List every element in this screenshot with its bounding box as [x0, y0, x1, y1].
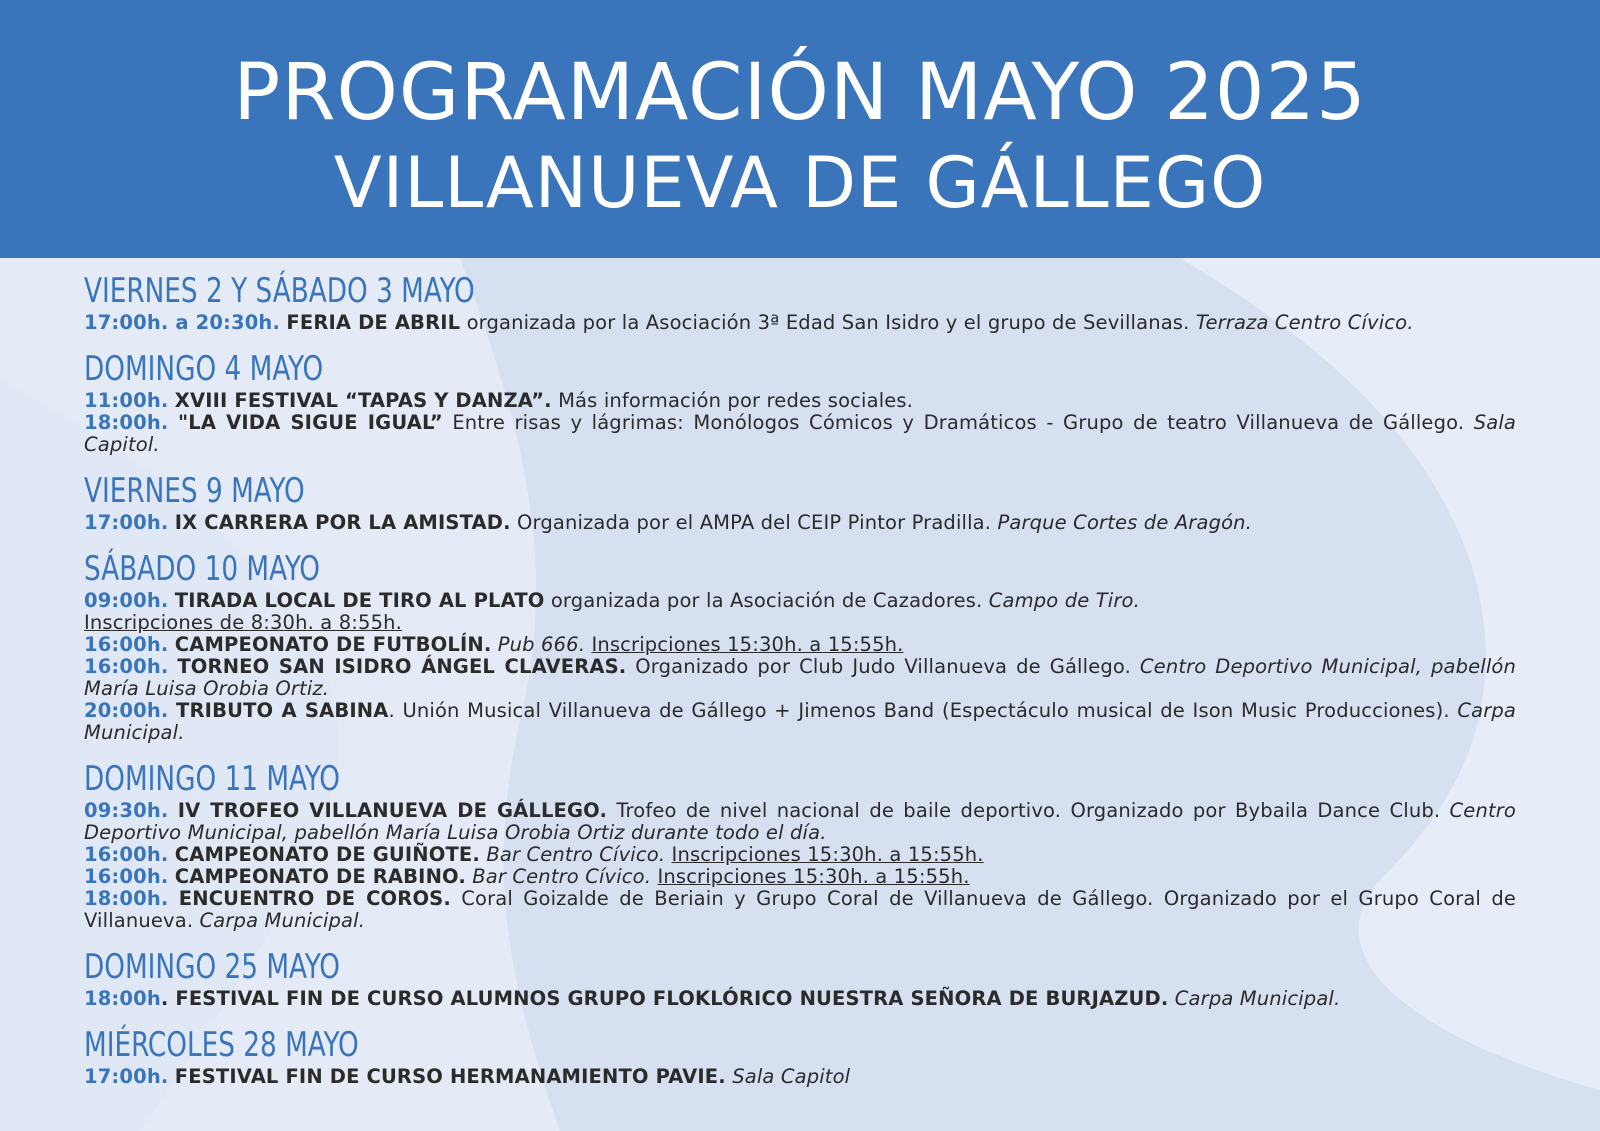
event-description: organizada por la Asociación 3ª Edad San Isidro y el grupo de Sevillanas. [460, 311, 1196, 334]
event-name: CAMPEONATO DE RABINO. [174, 865, 466, 888]
event-description: . Unión Musical Villanueva de Gállego + Jimenos Band (Espectáculo musical de Ison Music Producciones). [388, 699, 1458, 722]
event-location: Bar Centro Cívico. [486, 843, 666, 866]
event-time: 09:30h. [84, 799, 169, 822]
event-location: Campo de Tiro. [988, 589, 1140, 612]
event-name: "LA VIDA SIGUE IGUAL” [177, 411, 443, 434]
event-description: Organizada por el AMPA del CEIP Pintor Pradilla. [510, 511, 998, 534]
event-time: 16:00h. [84, 633, 169, 656]
event-name: CAMPEONATO DE FUTBOLÍN. [174, 633, 492, 656]
event-item [84, 844, 1516, 866]
event-time: 17:00h. [84, 1065, 169, 1088]
event-item [84, 888, 1516, 932]
page-subtitle: VILLANUEVA DE GÁLLEGO [333, 142, 1267, 224]
event-name: FERIA DE ABRIL [286, 311, 461, 334]
event-time: 16:00h. [84, 865, 169, 888]
day-section [84, 470, 1516, 534]
event-description: Más información por redes sociales. [551, 389, 914, 412]
event-description: Organizado por Club Judo Villanueva de Gállego. [626, 655, 1140, 678]
event-item [84, 590, 1516, 634]
event-item [84, 1066, 1516, 1088]
day-title: MIÉRCOLES 28 MAYO [84, 1025, 359, 1065]
header-banner [0, 0, 1600, 258]
event-item [84, 700, 1516, 744]
event-location: Carpa Municipal. [84, 699, 1516, 744]
event-name: FESTIVAL FIN DE CURSO HERMANAMIENTO PAVIE. [174, 1065, 726, 1088]
event-location: Carpa Municipal. [199, 909, 366, 932]
event-location: Centro Deportivo Municipal, pabellón María Luisa Orobia Ortiz. [84, 655, 1516, 700]
event-item [84, 656, 1516, 700]
event-item [84, 866, 1516, 888]
event-location: Pub 666. [497, 633, 586, 656]
event-item [84, 390, 1516, 412]
event-registration-note: Inscripciones 15:30h. a 15:55h. [657, 865, 970, 888]
event-item [84, 800, 1516, 844]
event-name: IX CARRERA POR LA AMISTAD. [174, 511, 511, 534]
event-time: 18:00h [84, 987, 161, 1010]
program-list [84, 270, 1516, 1102]
day-section [84, 270, 1516, 334]
day-title: VIERNES 9 MAYO [84, 471, 305, 511]
event-item [84, 312, 1516, 334]
event-time: 11:00h. [84, 389, 169, 412]
event-name: TORNEO SAN ISIDRO ÁNGEL CLAVERAS. [177, 655, 627, 678]
event-time: 16:00h. [84, 655, 169, 678]
event-location: Terraza Centro Cívico. [1195, 311, 1414, 334]
day-title: DOMINGO 11 MAYO [84, 759, 340, 799]
event-time: 20:00h. [84, 699, 169, 722]
event-time: 09:00h. [84, 589, 169, 612]
event-time: 16:00h. [84, 843, 169, 866]
day-section [84, 348, 1516, 456]
day-section [84, 548, 1516, 744]
event-item [84, 988, 1516, 1010]
event-description: Entre risas y lágrimas: Monólogos Cómicos y Dramáticos - Grupo de teatro Villanueva de Gállego. [442, 411, 1474, 434]
day-section [84, 1024, 1516, 1088]
day-section [84, 758, 1516, 932]
event-registration-note: Inscripciones 15:30h. a 15:55h. [671, 843, 984, 866]
event-description: Coral Goizalde de Beriain y Grupo Coral de Villanueva de Gállego. Organizado por el Grupo Coral de Villanueva. [84, 887, 1516, 932]
event-description: organizada por la Asociación de Cazadores. [544, 589, 989, 612]
event-registration-note: Inscripciones 15:30h. a 15:55h. [591, 633, 904, 656]
event-item [84, 412, 1516, 456]
event-location: Bar Centro Cívico. [472, 865, 652, 888]
event-time: 17:00h. [84, 511, 169, 534]
event-name: TIRADA LOCAL DE TIRO AL PLATO [174, 589, 545, 612]
day-title: SÁBADO 10 MAYO [84, 549, 321, 589]
day-section [84, 946, 1516, 1010]
event-name: XVIII FESTIVAL “TAPAS Y DANZA”. [174, 389, 552, 412]
event-item [84, 634, 1516, 656]
event-description: Trofeo de nivel nacional de baile deportivo. Organizado por Bybaila Dance Club. [607, 799, 1450, 822]
day-title: DOMINGO 25 MAYO [84, 947, 340, 987]
event-name: TRIBUTO A SABINA [176, 699, 389, 722]
event-item [84, 512, 1516, 534]
event-registration-note: Inscripciones de 8:30h. a 8:55h. [84, 611, 402, 634]
event-location: Sala Capitol [732, 1065, 851, 1088]
event-location: Parque Cortes de Aragón. [997, 511, 1253, 534]
event-time: 17:00h. a 20:30h. [84, 311, 281, 334]
event-time: 18:00h. [84, 887, 169, 910]
event-time: 18:00h. [84, 411, 169, 434]
day-title: DOMINGO 4 MAYO [84, 349, 324, 389]
page-title: PROGRAMACIÓN MAYO 2025 [233, 48, 1367, 138]
day-title: VIERNES 2 Y SÁBADO 3 MAYO [84, 271, 475, 311]
event-name: . FESTIVAL FIN DE CURSO ALUMNOS GRUPO FLOKLÓRICO NUESTRA SEÑORA DE BURJAZUD. [160, 987, 1169, 1010]
event-location: Sala Capitol. [84, 411, 1516, 456]
event-location: Carpa Municipal. [1174, 987, 1341, 1010]
event-location: Centro Deportivo Municipal, pabellón María Luisa Orobia Ortiz durante todo el día. [84, 799, 1516, 844]
event-name: CAMPEONATO DE GUIÑOTE. [174, 843, 480, 866]
event-name: IV TROFEO VILLANUEVA DE GÁLLEGO. [177, 799, 608, 822]
event-name: ENCUENTRO DE COROS. [178, 887, 451, 910]
